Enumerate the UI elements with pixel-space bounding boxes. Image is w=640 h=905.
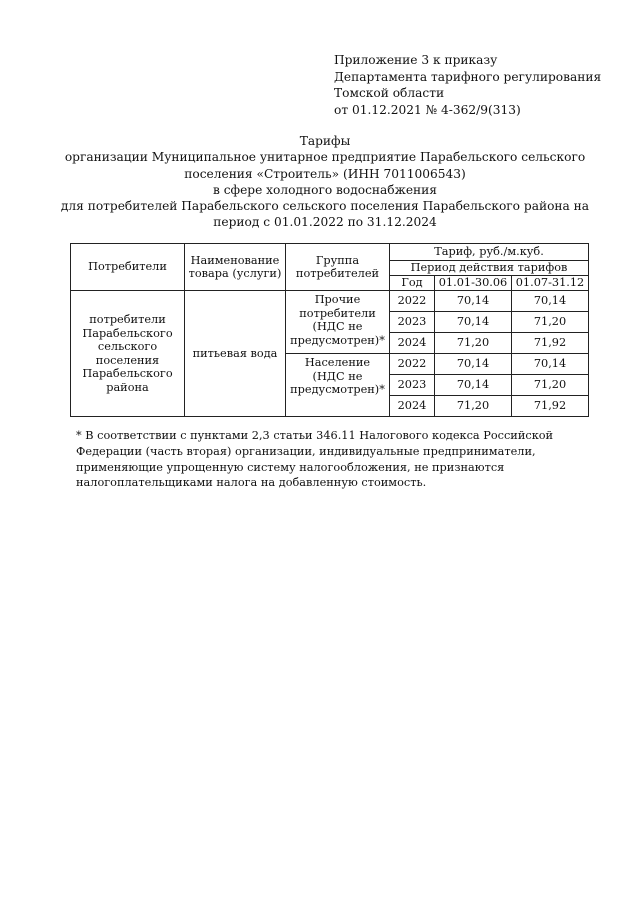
tariff-value: 70,14 [435,354,512,375]
tariff-value: 70,14 [512,354,589,375]
header-product: Наименование товара (услуги) [185,244,286,291]
title-line: в сфере холодного водоснабжения [212,182,437,197]
header-group: Группа потребителей [286,244,390,291]
tariff-table [70,243,589,417]
year-cell: 2024 [390,333,435,354]
tariff-value: 70,14 [512,291,589,312]
appendix-line: Приложение 3 к приказу [334,53,498,67]
year-cell: 2022 [390,291,435,312]
tariff-value: 71,20 [435,396,512,417]
header-year: Год [390,276,435,291]
year-cell: 2022 [390,354,435,375]
title-line: для потребителей Парабельского сельского поселения Парабельского района на [60,199,590,214]
tariff-value: 71,92 [512,396,589,417]
header-consumers: Потребители [71,244,185,291]
appendix-line: Томской области [334,86,445,100]
document-title [60,133,590,231]
header-second-half: 01.07-31.12 [512,276,589,291]
consumer-cell: потребители Парабельского сельского поселения Парабельского района [71,291,185,417]
header-first-half: 01.01-30.06 [435,276,512,291]
header-period: Период действия тарифов [390,261,589,276]
title-line: период с 01.01.2022 по 31.12.2024 [213,215,437,230]
tariff-value: 71,20 [435,333,512,354]
group-population: Население (НДС не предусмотрен)* [286,354,390,417]
appendix-header [334,52,634,118]
product-cell: питьевая вода [185,291,286,417]
tariff-value: 71,20 [512,375,589,396]
appendix-line: от 01.12.2021 № 4-362/9(313) [334,102,521,117]
group-other-consumers: Прочие потребители (НДС не предусмотрен)* [286,291,390,354]
title-line: поселения «Строитель» (ИНН 7011006543) [184,166,466,181]
tariff-value: 70,14 [435,312,512,333]
tariff-value: 71,92 [512,333,589,354]
year-cell: 2023 [390,312,435,333]
title-line: Тарифы [299,134,351,148]
tariff-value: 70,14 [435,375,512,396]
year-cell: 2023 [390,375,435,396]
appendix-line: Департамента тарифного регулирования [334,69,602,84]
tariff-value: 70,14 [435,291,512,312]
tariff-value: 71,20 [512,312,589,333]
footnote: * В соответствии с пунктами 2,3 статьи 346.11 Налогового кодекса Российской Федерации (часть вторая) организации, индивидуальные предприниматели, применяющие упрощенную систему налогообложения, не признаются налогоплательщиками налога на добавленную стоимость. [76,429,554,490]
header-tariff: Тариф, руб./м.куб. [390,244,589,261]
title-line: организации Муниципальное унитарное предприятие Парабельского сельского [64,150,586,165]
year-cell: 2024 [390,396,435,417]
